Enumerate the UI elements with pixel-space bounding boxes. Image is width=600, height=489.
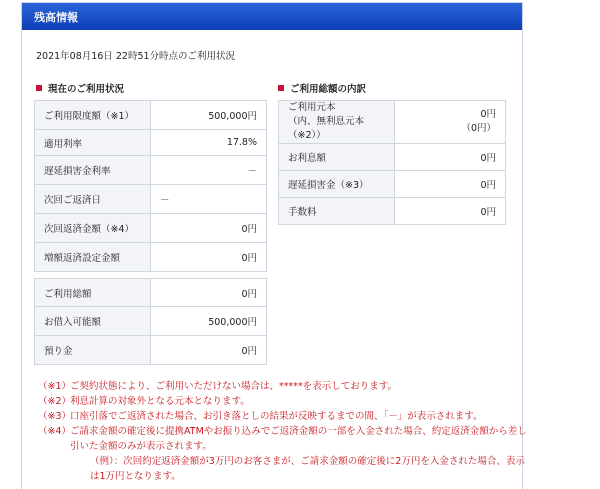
note-text: 口座引落でご返済された場合、お引き落としの結果が反映するまでの間、「－」が表示されます。 [70,411,483,422]
row-label: 預り金 [35,336,151,365]
table-row [35,214,267,243]
current-usage-heading: 現在のご利用状況 [36,81,124,95]
row-label: 手数料 [279,198,395,225]
row-value: 0円 [395,171,506,198]
row-value: 0円 [151,336,267,365]
table-row [35,130,267,156]
row-value: 0円 [480,109,496,120]
table-row [279,144,506,171]
row-value: － [151,185,267,214]
note-item [38,379,528,394]
panel-header [22,3,522,30]
status-timestamp: 2021年08月16日 22時51分時点のご利用状況 [36,51,236,62]
current-usage-table [34,100,267,272]
note-item [38,424,528,484]
note-number: （※4） [38,426,72,437]
row-sub-value: （0円） [461,123,496,134]
table-row [279,198,506,225]
note-number: （※3） [38,411,72,422]
balance-panel [21,2,527,489]
table-row [35,336,267,365]
table-row [35,243,267,272]
row-value: 0円 [395,144,506,171]
row-value: 0円 [395,198,506,225]
note-text: ご契約状態により、ご利用いただけない場合は、*****を表示しております。 [70,381,397,392]
notes-list [38,379,528,484]
table-row [279,171,506,198]
row-value: 500,000円 [151,101,267,130]
page-title: 残高情報 [34,11,78,24]
row-label: 遅延損害金利率 [35,156,151,185]
row-value: 0円 [151,279,267,307]
row-label: 次回ご返済日 [35,185,151,214]
row-value: 0円 [151,214,267,243]
row-value: 17.8% [151,130,267,156]
row-value: 0円 [151,243,267,272]
row-label: 次回返済金額（※4） [35,214,151,243]
note-item [38,409,528,424]
note-text: 利息計算の対象外となる元本となります。 [70,396,250,407]
table-row [35,307,267,336]
row-label: 遅延損害金（※3） [279,171,395,198]
note-example: （例）：次回約定返済金額が3万円のお客さまが、ご請求金額の確定後に2万円を入金された場合、表示は1万円となります。 [90,456,525,482]
breakdown-heading: ご利用総額の内訳 [278,81,366,95]
note-number: （※1） [38,381,72,392]
row-value: 500,000円 [151,307,267,336]
row-label: ご利用元本 [288,102,336,113]
row-value: － [151,156,267,185]
row-label: 適用利率 [35,130,151,156]
row-label: お利息額 [279,144,395,171]
row-label: お借入可能額 [35,307,151,336]
note-number: （※2） [38,396,72,407]
row-sub-label: （内、無利息元本（※2）） [288,116,365,141]
table-row [35,185,267,214]
bullet-square-icon [278,85,284,91]
table-row [35,156,267,185]
table-row [35,101,267,130]
breakdown-table [278,100,506,225]
note-item [38,394,528,409]
note-text: ご請求金額の確定後に提携ATMやお振り込みでご返済金額の一部を入金された場合、約定返済金額から差し引いた金額のみが表示されます。 [70,426,527,452]
row-label: ご利用総額 [35,279,151,307]
total-usage-table [34,278,267,365]
table-row [279,101,506,144]
row-label: ご利用限度額（※1） [35,101,151,130]
table-row [35,279,267,307]
bullet-square-icon [36,85,42,91]
row-label: 増額返済設定金額 [35,243,151,272]
